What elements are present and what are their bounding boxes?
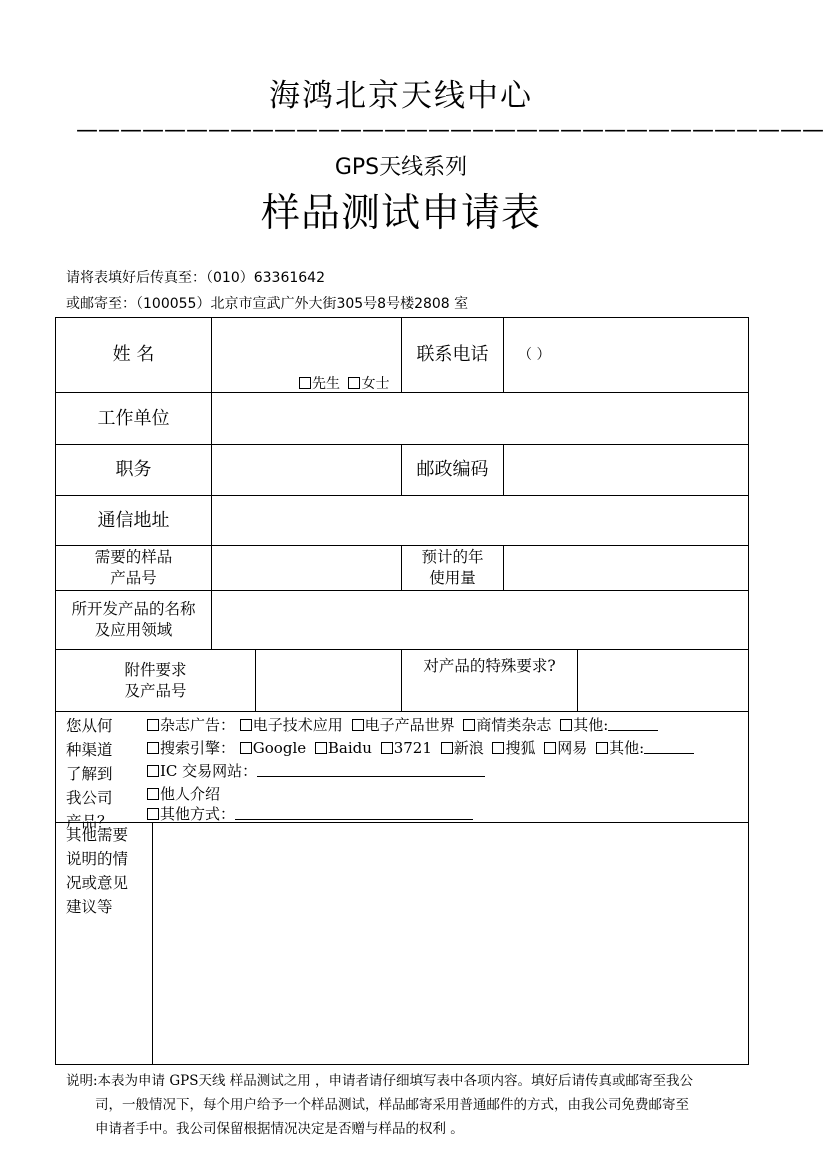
magazine-other-checkbox[interactable]	[560, 716, 658, 734]
3721-label: 3721	[393, 739, 432, 757]
series-subtitle: GPS天线系列	[334, 155, 468, 180]
sample-number-label	[56, 546, 211, 590]
search-other-checkbox[interactable]	[596, 739, 694, 757]
name-label: 姓 名	[112, 344, 155, 365]
sample-number-field[interactable]	[212, 546, 401, 590]
sample-number-label-line2: 产品号	[110, 569, 157, 587]
channel-row-search	[147, 737, 694, 758]
other-comments-label-line: 建议等	[66, 898, 113, 916]
baidu-label: Baidu	[327, 739, 372, 757]
google-label: Google	[252, 739, 307, 757]
phone-label: 联系电话	[416, 344, 489, 365]
footnote-line2: 司，一般情况下，每个用户给予一个样品测试，样品邮寄采用普通邮件的方式，由我公司免费邮寄至	[95, 1097, 689, 1113]
postcode-label: 邮政编码	[416, 459, 489, 480]
footnote	[66, 1069, 746, 1141]
attachment-label-line2: 及产品号	[124, 681, 187, 700]
other-method-input[interactable]	[235, 805, 473, 820]
dashed-divider: ——————————————————————————————————	[76, 118, 824, 143]
org-title: 海鸿北京天线中心	[269, 78, 533, 114]
employer-field[interactable]	[212, 393, 748, 444]
sina-checkbox[interactable]	[441, 739, 484, 757]
product-application-label-line2: 及应用领域	[94, 621, 173, 639]
gender-male-checkbox[interactable]	[299, 376, 340, 392]
channel-label	[66, 714, 113, 834]
other-comments-field[interactable]	[153, 823, 748, 1064]
referral-label: 他人介绍	[160, 785, 221, 803]
gender-male-label: 先生	[312, 376, 340, 392]
other-method-label: 其他方式：	[160, 805, 236, 823]
other-comments-label-line: 说明的情	[66, 850, 129, 868]
employer-label: 工作单位	[97, 407, 170, 429]
sina-label: 新浪	[453, 739, 484, 757]
magazine-ad-label: 杂志广告：	[160, 716, 236, 734]
annual-usage-field[interactable]	[504, 546, 748, 590]
sample-number-label-line1: 需要的样品	[94, 548, 173, 566]
gender-options	[299, 373, 389, 393]
mail-instruction: 或邮寄至：（100055）北京市宣武广外大街305号8号楼2808 室	[66, 296, 469, 312]
application-form-table	[55, 317, 749, 1065]
ee-application-label: 电子技术应用	[252, 716, 343, 734]
attachment-label	[56, 650, 255, 711]
sohu-checkbox[interactable]	[492, 739, 535, 757]
phone-field[interactable]: （ ）	[518, 347, 551, 363]
ep-world-label: 电子产品世界	[364, 716, 455, 734]
netease-checkbox[interactable]	[544, 739, 587, 757]
3721-checkbox[interactable]	[381, 739, 432, 757]
search-other-label: 其他:	[609, 739, 645, 757]
channel-row-referral	[147, 783, 220, 804]
channel-row-other	[147, 803, 473, 824]
magazine-ad-checkbox[interactable]	[147, 716, 235, 734]
sohu-label: 搜狐	[505, 739, 536, 757]
channel-label-line: 了解到	[66, 765, 113, 783]
address-label: 通信地址	[97, 509, 170, 531]
baidu-checkbox[interactable]	[315, 739, 372, 757]
channel-row-ic	[147, 760, 485, 781]
channel-label-line: 我公司	[66, 789, 113, 807]
ep-world-checkbox[interactable]	[352, 716, 455, 734]
form-title: 样品测试申请表	[260, 191, 541, 236]
referral-checkbox[interactable]	[147, 785, 220, 803]
ic-trade-input[interactable]	[257, 762, 485, 777]
channel-row-magazines	[147, 714, 658, 735]
channel-label-line: 您从何	[66, 717, 113, 735]
business-magazine-checkbox[interactable]	[463, 716, 551, 734]
ee-application-checkbox[interactable]	[240, 716, 343, 734]
channel-label-line: 种渠道	[66, 741, 113, 759]
business-magazine-label: 商情类杂志	[476, 716, 552, 734]
position-field[interactable]	[212, 445, 401, 495]
product-application-label-line1: 所开发产品的名称	[71, 600, 196, 618]
other-comments-label	[66, 823, 128, 919]
postcode-field[interactable]	[504, 445, 748, 495]
google-checkbox[interactable]	[240, 739, 306, 757]
search-other-input[interactable]	[644, 739, 694, 754]
ic-trade-label: IC 交易网站：	[160, 762, 258, 780]
annual-usage-label-line1: 预计的年	[421, 548, 484, 566]
netease-label: 网易	[557, 739, 588, 757]
annual-usage-label-line2: 使用量	[429, 569, 476, 587]
gender-female-checkbox[interactable]	[348, 376, 389, 392]
fax-instruction: 请将表填好后传真至：（010）63361642	[66, 270, 325, 286]
search-engine-checkbox[interactable]	[147, 739, 235, 757]
product-application-label	[56, 591, 211, 649]
annual-usage-label	[402, 546, 503, 590]
ic-trade-checkbox[interactable]	[147, 762, 485, 780]
footnote-line3: 申请者手中。我公司保留根据情况决定是否赠与样品的权利 。	[95, 1121, 464, 1137]
attachment-label-line1: 附件要求	[124, 660, 187, 679]
other-method-checkbox[interactable]	[147, 805, 473, 823]
other-comments-label-line: 其他需要	[66, 826, 129, 844]
product-application-field[interactable]	[212, 591, 748, 649]
magazine-other-label: 其他:	[573, 716, 609, 734]
special-requirements-field[interactable]	[578, 650, 748, 711]
attachment-field[interactable]	[256, 650, 401, 711]
other-comments-label-line: 况或意见	[66, 874, 129, 892]
footnote-line1: 说明:本表为申请 GPS天线 样品测试之用 ，申请者请仔细填写表中各项内容。填好后请传真或邮寄至我公	[66, 1073, 694, 1089]
channel-label-line: 产品？	[66, 813, 113, 831]
position-label: 职务	[115, 459, 152, 480]
address-field[interactable]	[212, 496, 748, 545]
search-engine-label: 搜索引擎：	[160, 739, 236, 757]
special-requirements-label: 对产品的特殊要求?	[423, 656, 556, 675]
magazine-other-input[interactable]	[608, 716, 658, 731]
gender-female-label: 女士	[361, 376, 390, 392]
